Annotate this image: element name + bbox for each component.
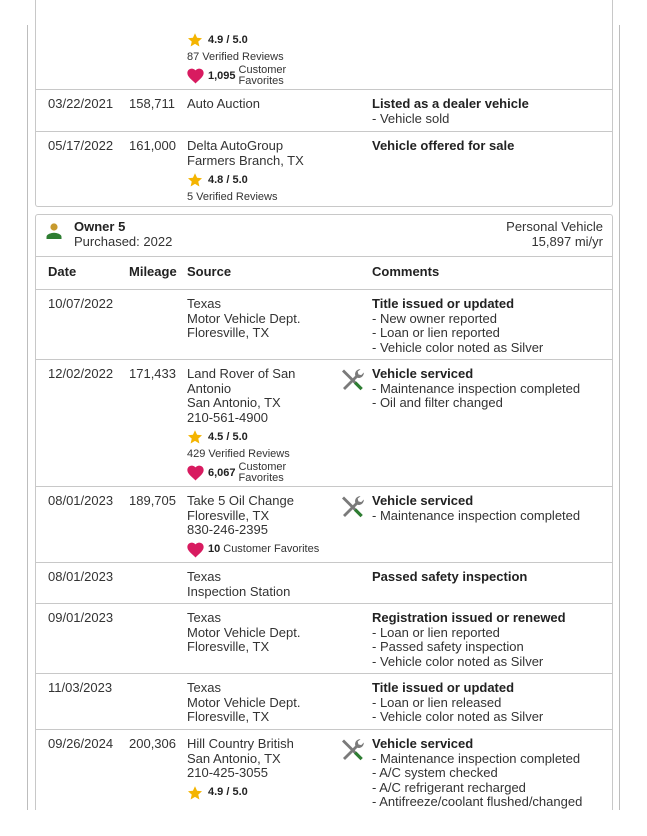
heart-icon (187, 465, 204, 481)
column-header-comments: Comments (372, 264, 440, 279)
rating-value: 4.8 / 5.0 (208, 173, 248, 186)
page-bottom-blank (0, 810, 647, 836)
comments-cell (372, 139, 612, 154)
event-detail: - A/C refrigerant recharged (372, 779, 526, 795)
source-name[interactable]: Hill Country British (187, 736, 294, 751)
date-cell: 09/01/2023 (48, 610, 114, 625)
table-row-partial (36, 0, 612, 89)
service-tools-icon (339, 494, 365, 520)
source-phone[interactable]: 830-246-2395 (187, 522, 268, 537)
table-header (36, 257, 612, 289)
verified-reviews-link[interactable]: 429 Verified Reviews (187, 448, 290, 460)
source-location: Floresville, TX (187, 507, 270, 523)
source-name: Inspection Station (187, 583, 291, 599)
source-cell (187, 28, 337, 87)
comments-cell (372, 681, 612, 725)
owner-vehicle-type: Personal Vehicle (506, 219, 603, 234)
event-detail: - Passed safety inspection (372, 639, 524, 654)
comments-cell (372, 611, 612, 669)
star-icon (187, 172, 203, 188)
event-detail: - Loan or lien reported (372, 624, 500, 640)
column-header-date: Date (48, 264, 77, 279)
heart-icon (187, 542, 204, 558)
favorites-label: Favorites (238, 75, 284, 87)
comments-cell (372, 297, 612, 355)
star-icon (187, 32, 203, 48)
source-location: Floresville, TX (187, 325, 270, 340)
event-title: Title issued or updated (372, 680, 515, 695)
comments-cell (372, 570, 612, 585)
rating-value: 4.9 / 5.0 (208, 33, 248, 46)
mileage-cell: 171,433 (129, 366, 176, 381)
table-row (36, 729, 612, 811)
date-cell: 05/17/2022 (48, 138, 114, 153)
customer-favorites (187, 65, 337, 87)
event-title: Vehicle serviced (372, 366, 474, 381)
source-cell (187, 681, 337, 725)
source-cell (187, 297, 337, 341)
favorites-label: Customer Favorites (223, 543, 320, 555)
favorites-label: Favorites (238, 472, 284, 484)
event-detail: - A/C system checked (372, 765, 498, 780)
owner-purchased: Purchased: 2022 (74, 234, 173, 249)
owner-5-card (35, 214, 613, 834)
dealer-rating (187, 429, 337, 445)
event-detail: - Loan or lien released (372, 694, 502, 710)
owner-mileage-rate: 15,897 mi/yr (531, 234, 603, 249)
verified-reviews-link[interactable]: 5 Verified Reviews (187, 191, 278, 203)
source-name: Texas (187, 296, 221, 311)
event-title: Vehicle serviced (372, 493, 474, 508)
source-location: Floresville, TX (187, 639, 270, 654)
source-cell (187, 367, 337, 484)
event-title: Registration issued or renewed (372, 610, 566, 625)
source-cell (187, 97, 337, 112)
date-cell: 09/26/2024 (48, 736, 114, 751)
comments-cell (372, 97, 612, 126)
table-row (36, 562, 612, 603)
favorites-count: 6,067 (208, 466, 236, 479)
event-detail: - Maintenance inspection completed (372, 380, 581, 396)
source-name: Texas (187, 569, 221, 584)
verified-reviews-link[interactable]: 87 Verified Reviews (187, 51, 284, 63)
service-tools-icon (339, 367, 365, 393)
column-header-source: Source (187, 264, 232, 279)
event-title: Passed safety inspection (372, 569, 528, 584)
owner-header (36, 215, 612, 257)
event-title: Title issued or updated (372, 296, 515, 311)
favorites-label: Customer (238, 461, 287, 473)
rating-value: 4.5 / 5.0 (208, 430, 248, 443)
source-location: San Antonio, TX (187, 395, 281, 410)
event-detail: - Loan or lien reported (372, 325, 500, 340)
owner-name: Owner 5 (74, 219, 126, 234)
source-cell (187, 611, 337, 655)
source-cell (187, 570, 337, 599)
source-name[interactable]: Antonio (187, 380, 232, 396)
event-detail: - Oil and filter changed (372, 395, 503, 410)
source-location: Floresville, TX (187, 709, 270, 724)
event-detail: - Vehicle color noted as Silver (372, 653, 544, 669)
dealer-rating (187, 785, 337, 801)
source-name: Motor Vehicle Dept. (187, 624, 301, 640)
comments-cell (372, 367, 612, 411)
source-name: Motor Vehicle Dept. (187, 694, 301, 710)
date-cell: 03/22/2021 (48, 96, 114, 111)
source-name: Delta AutoGroup (187, 138, 284, 153)
source-phone[interactable]: 210-561-4900 (187, 409, 268, 425)
customer-favorites (187, 542, 337, 558)
mileage-cell: 189,705 (129, 493, 176, 508)
column-header-mileage: Mileage (129, 264, 177, 279)
star-icon (187, 785, 203, 801)
event-detail: - Maintenance inspection completed (372, 750, 581, 766)
dealer-rating (187, 172, 337, 188)
source-cell (187, 139, 337, 204)
customer-favorites (187, 462, 337, 484)
source-location: San Antonio, TX (187, 750, 281, 766)
date-cell: 12/02/2022 (48, 366, 114, 381)
table-row (36, 289, 612, 359)
source-phone[interactable]: 210-425-3055 (187, 765, 268, 780)
date-cell: 11/03/2023 (48, 680, 113, 695)
source-name: Auto Auction (187, 96, 260, 111)
mileage-cell: 200,306 (129, 736, 176, 751)
comments-cell (372, 737, 612, 810)
source-location: Farmers Branch, TX (187, 152, 304, 168)
previous-owner-card (35, 0, 613, 207)
comments-cell (372, 494, 612, 523)
source-name: Texas (187, 610, 221, 625)
date-cell: 08/01/2023 (48, 569, 114, 584)
date-cell: 08/01/2023 (48, 493, 114, 508)
source-name: Texas (187, 680, 221, 695)
source-name[interactable]: Land Rover of San (187, 366, 296, 381)
event-detail: - Vehicle sold (372, 110, 450, 126)
service-tools-icon (339, 737, 365, 763)
favorites-count: 10 (208, 543, 221, 556)
event-detail: - Vehicle color noted as Silver (372, 709, 544, 724)
date-cell: 10/07/2022 (48, 296, 114, 311)
source-name: Motor Vehicle Dept. (187, 310, 301, 326)
event-title: Listed as a dealer vehicle (372, 96, 529, 111)
event-detail: - Maintenance inspection completed (372, 507, 581, 523)
rating-value: 4.9 / 5.0 (208, 786, 248, 799)
mileage-cell: 161,000 (129, 138, 176, 153)
favorites-label: Customer (238, 64, 287, 76)
favorites-count: 1,095 (208, 69, 236, 82)
event-title: Vehicle offered for sale (372, 138, 515, 153)
table-row (36, 89, 612, 131)
source-name[interactable]: Take 5 Oil Change (187, 493, 294, 508)
mileage-cell: 158,711 (129, 96, 176, 111)
event-detail: - Vehicle color noted as Silver (372, 339, 544, 355)
table-row (36, 131, 612, 206)
source-cell (187, 494, 337, 558)
event-title: Vehicle serviced (372, 736, 474, 751)
event-detail: - Antifreeze/coolant flushed/changed (372, 794, 583, 809)
table-row (36, 603, 612, 673)
table-row (36, 673, 612, 729)
source-cell (187, 737, 337, 801)
table-row (36, 486, 612, 562)
person-icon (45, 222, 63, 240)
table-row (36, 359, 612, 486)
star-icon (187, 429, 203, 445)
dealer-rating (187, 32, 337, 48)
heart-icon (187, 68, 204, 84)
event-detail: - New owner reported (372, 310, 497, 326)
